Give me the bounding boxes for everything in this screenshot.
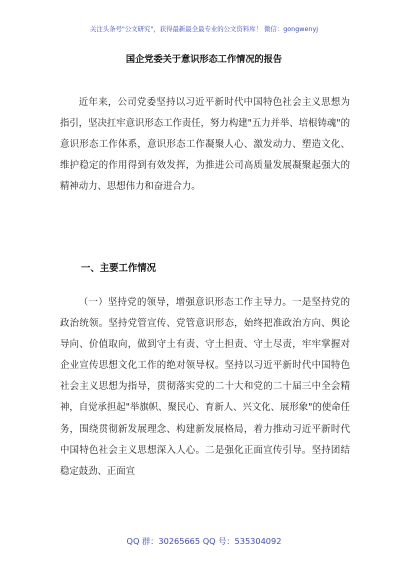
- footer-banner: QQ 群：30265665 QQ 号：535304092: [126, 536, 282, 546]
- document-title: 国企党委关于意识形态工作情况的报告: [125, 54, 283, 65]
- section-paragraph: （一）坚持党的领导，增强意识形态工作主导力。一是坚持党的政治统领。坚持党管宣传、党管意识形态，始终把准政治方向、舆论导向、价值取向，做到守土有责、守土担责、守土尽责，牢牢掌握对企业宣传思想文化工作的绝对领导权。坚持以习近平新时代中国特色社会主义思想为指导，贯彻落实党的二十大和党的二十届三中全会精神，自觉承担起"举旗帜、聚民心、育新人、兴文化、展形象"的使命任务，围绕贯彻新发展理念、构建新发展格局，着力推动习近平新时代中国特色社会主义思想深入人心。二是强化正面宣传引导。坚持团结稳定鼓劲、正面宣: [60, 297, 350, 477]
- section-heading: 一、主要工作情况: [81, 263, 157, 274]
- intro-paragraph: 近年来，公司党委坚持以习近平新时代中国特色社会主义思想为指引，坚决扛牢意识形态工作责任，努力构建"五力并举、培根铸魂"的意识形态工作体系，意识形态工作凝聚人心、激发动力、塑造文化、维护稳定的作用得到有效发挥，为推进公司高质量发展凝聚起强大的精神动力、思想伟力和奋进合力。: [60, 97, 350, 193]
- header-banner: 关注头条号"公文研究"，获得最新最全最专业的公文资料库！ 微信：gongwenyj: [89, 25, 319, 33]
